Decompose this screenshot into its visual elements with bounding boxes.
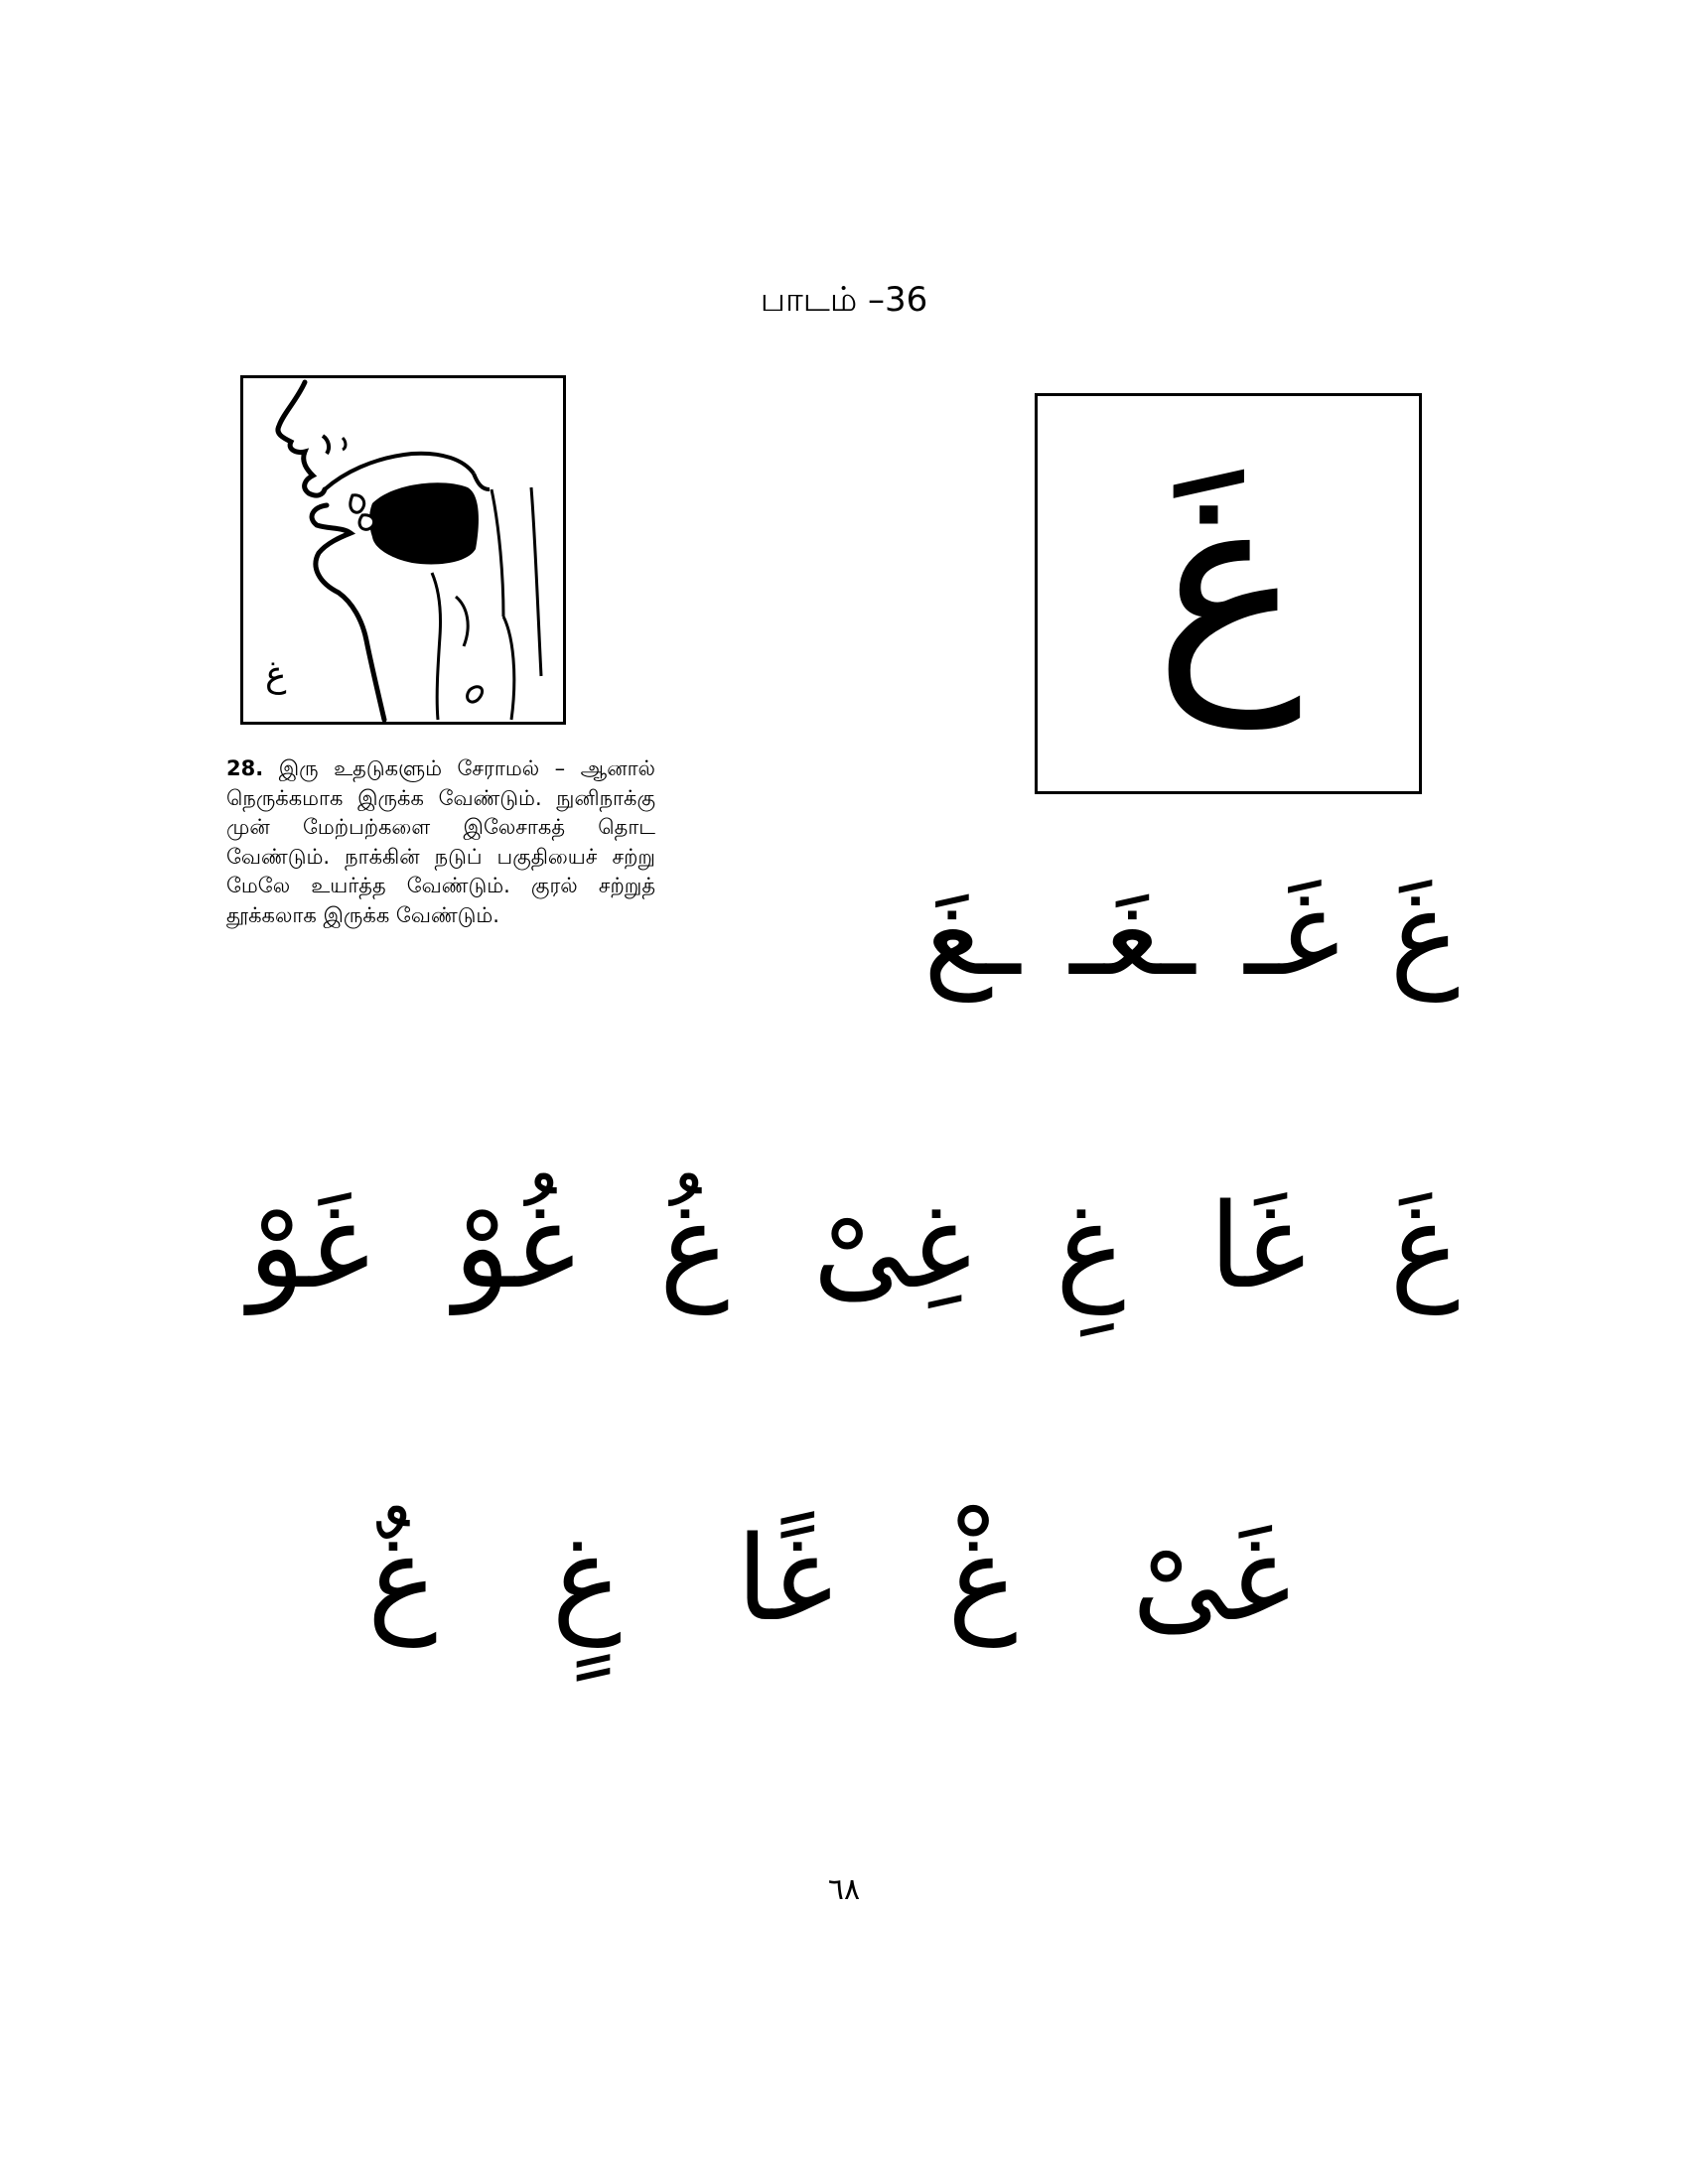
- tanwin-syllable: غٌ: [367, 1510, 438, 1647]
- description-text: இரு உதடுகளும் சேராமல் – ஆனால் நெருக்கமாக இருக்க வேண்டும். நுனிநாக்கு முன் மேற்பற்களை இலேசாகத் தொட வேண்டும். நாக்கின் நடுப் பகுதியைச் சற்று மேலே உயர்த்த வேண்டும். குரல் சற்றுத் தூக்கலாக இருக்க வேண்டும்.: [226, 756, 655, 927]
- letter-forms-row: [923, 834, 1460, 1032]
- diagram-corner-label: غ: [265, 654, 287, 695]
- main-letter: غَ: [1154, 439, 1303, 728]
- main-letter-box: [1035, 393, 1422, 794]
- vowel-syllable: غُوْ: [454, 1177, 576, 1314]
- letter-form: غَ: [1389, 865, 1460, 1002]
- lesson-title: பாடம் –36: [760, 280, 928, 320]
- vowel-row: [248, 1132, 1460, 1360]
- vowel-syllable: غِیْ: [812, 1177, 972, 1314]
- tanwin-syllable: غَیْ: [1131, 1510, 1291, 1647]
- letter-form: غَـ: [1244, 865, 1340, 1002]
- mouth-diagram: [240, 375, 566, 725]
- tanwin-syllable: غْ: [947, 1510, 1018, 1647]
- vowel-syllable: غَ: [1389, 1177, 1460, 1314]
- vowel-syllable: غِ: [1055, 1177, 1126, 1314]
- tanwin-syllable: غٍ: [551, 1510, 623, 1647]
- page-number: ٦٨: [827, 1872, 861, 1907]
- letter-form: ـغَـ: [1069, 865, 1196, 1002]
- vowel-syllable: غَوْ: [248, 1177, 370, 1314]
- description-number: 28.: [226, 756, 264, 780]
- vowel-syllable: غُ: [658, 1177, 730, 1314]
- tanwin-row: [367, 1449, 1291, 1707]
- pronunciation-description: [226, 754, 655, 930]
- vowel-syllable: غَا: [1208, 1177, 1307, 1314]
- letter-form: ـغَ: [923, 865, 1021, 1002]
- mouth-profile-icon: [243, 378, 563, 722]
- tanwin-syllable: غًا: [736, 1510, 834, 1647]
